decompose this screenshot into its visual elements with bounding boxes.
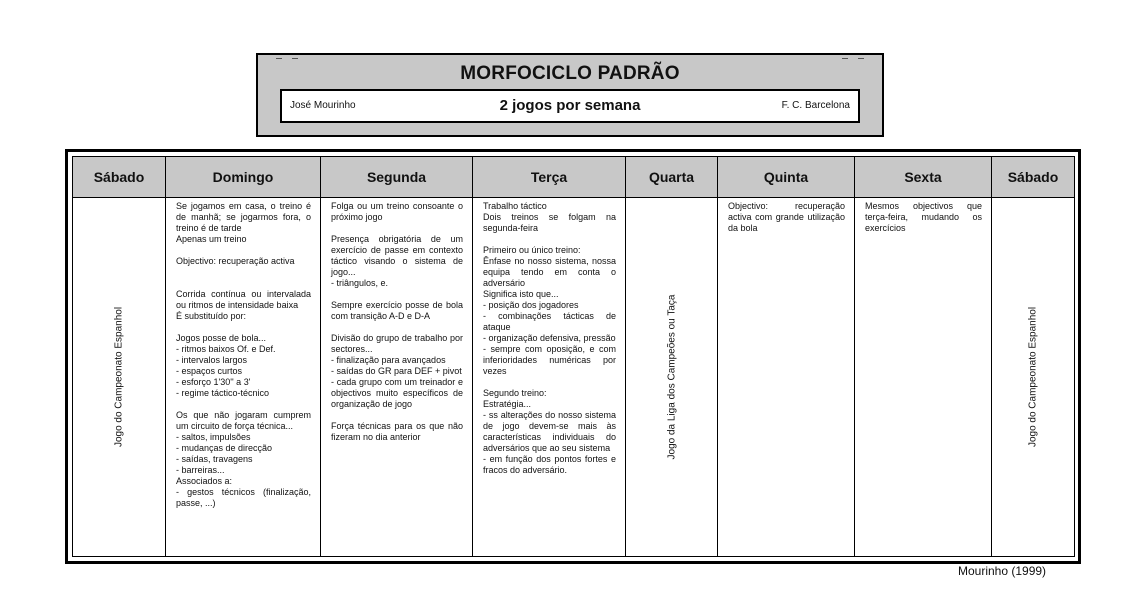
col-header-quarta: Quarta bbox=[626, 157, 718, 198]
cell-terca bbox=[473, 198, 626, 557]
corner-mark bbox=[276, 58, 282, 59]
author-label: José Mourinho bbox=[290, 100, 356, 111]
match-label: Jogo da Liga dos Campeões ou Taça bbox=[666, 294, 677, 460]
cell-sabado bbox=[73, 198, 166, 557]
corner-mark bbox=[292, 58, 298, 59]
col-header-quinta: Quinta bbox=[718, 157, 855, 198]
cell-segunda bbox=[321, 198, 473, 557]
match-label: Jogo do Campeonato Espanhol bbox=[113, 306, 125, 448]
corner-mark bbox=[842, 58, 848, 59]
cell-quarta bbox=[626, 198, 718, 557]
header-row bbox=[73, 157, 1075, 198]
sexta-text: Mesmos objectivos que terça-feira, mudando os exercícios bbox=[865, 201, 985, 233]
cell-domingo bbox=[166, 198, 321, 557]
cell-sexta bbox=[855, 198, 992, 557]
col-header-sabado-end: Sábado bbox=[992, 157, 1075, 198]
col-header-domingo: Domingo bbox=[166, 157, 321, 198]
subtitle-box bbox=[280, 89, 860, 123]
col-header-segunda: Segunda bbox=[321, 157, 473, 198]
quinta-text: Objectivo: recuperação activa com grande utilização da bola bbox=[728, 201, 848, 233]
col-header-sabado: Sábado bbox=[73, 157, 166, 198]
col-header-terca: Terça bbox=[473, 157, 626, 198]
club-label: F. C. Barcelona bbox=[781, 100, 850, 111]
match-label: Jogo do Campeonato Espanhol bbox=[1027, 306, 1039, 448]
content-row bbox=[73, 198, 1075, 557]
schedule-table-frame bbox=[65, 149, 1081, 564]
cell-quinta bbox=[718, 198, 855, 557]
corner-mark bbox=[858, 58, 864, 59]
source-credit: Mourinho (1999) bbox=[958, 564, 1047, 578]
subtitle: 2 jogos por semana bbox=[499, 97, 641, 114]
weekly-schedule-table bbox=[72, 156, 1075, 557]
title-box bbox=[256, 53, 884, 137]
terca-text: Trabalho táctico Dois treinos se folgam na segunda-feira Primeiro ou único treino: Ênfase no nosso sistema, nossa equipa tendo em conta o adversário Significa isto que... - posição dos jogadores - combinações tácticas de ataque - organização defensiva, pressão - sempre com oposição, e com inferioridades numéricas por vezes Segundo treino: Estratégia... - ss alterações do nosso sistema de jogo devem-se mais às características individuais do adversários que ao seu sistema - em função dos pontos fortes e fracos do adversário. bbox=[483, 201, 616, 475]
page-title: MORFOCICLO PADRÃO bbox=[460, 63, 680, 84]
col-header-sexta: Sexta bbox=[855, 157, 992, 198]
segunda-text: Folga ou um treino consoante o próximo jogo Presença obrigatória de um exercício de passe em contexto táctico visando o sistema de jogo... - triângulos, e. Sempre exercício posse de bola com transição A-D e D-A Divisão do grupo de trabalho por sectores... - finalização para avançados - saídas do GR para DEF + pivot - cada grupo com um treinador e objectivos muito específicos de organização de jogo Força técnicas para os que não fizeram no dia anterior bbox=[331, 201, 463, 442]
cell-sabado-end bbox=[992, 198, 1075, 557]
domingo-text: Se jogamos em casa, o treino é de manhã; se jogarmos fora, o treino é de tarde Apenas um treino Objectivo: recuperação activa Corrida contínua ou intervalada ou ritmos de intensidade baixa É substituído por: Jogos posse de bola... - ritmos baixos Of. e Def. - intervalos largos - espaços curtos - esforço 1'30'' a 3' - regime táctico-técnico Os que não jogaram cumprem um circuito de força técnica... - saltos, impulsões - mudanças de direcção - saídas, travagens - barreiras... Associados a: - gestos técnicos (finalização, passe, ...) bbox=[176, 201, 311, 508]
